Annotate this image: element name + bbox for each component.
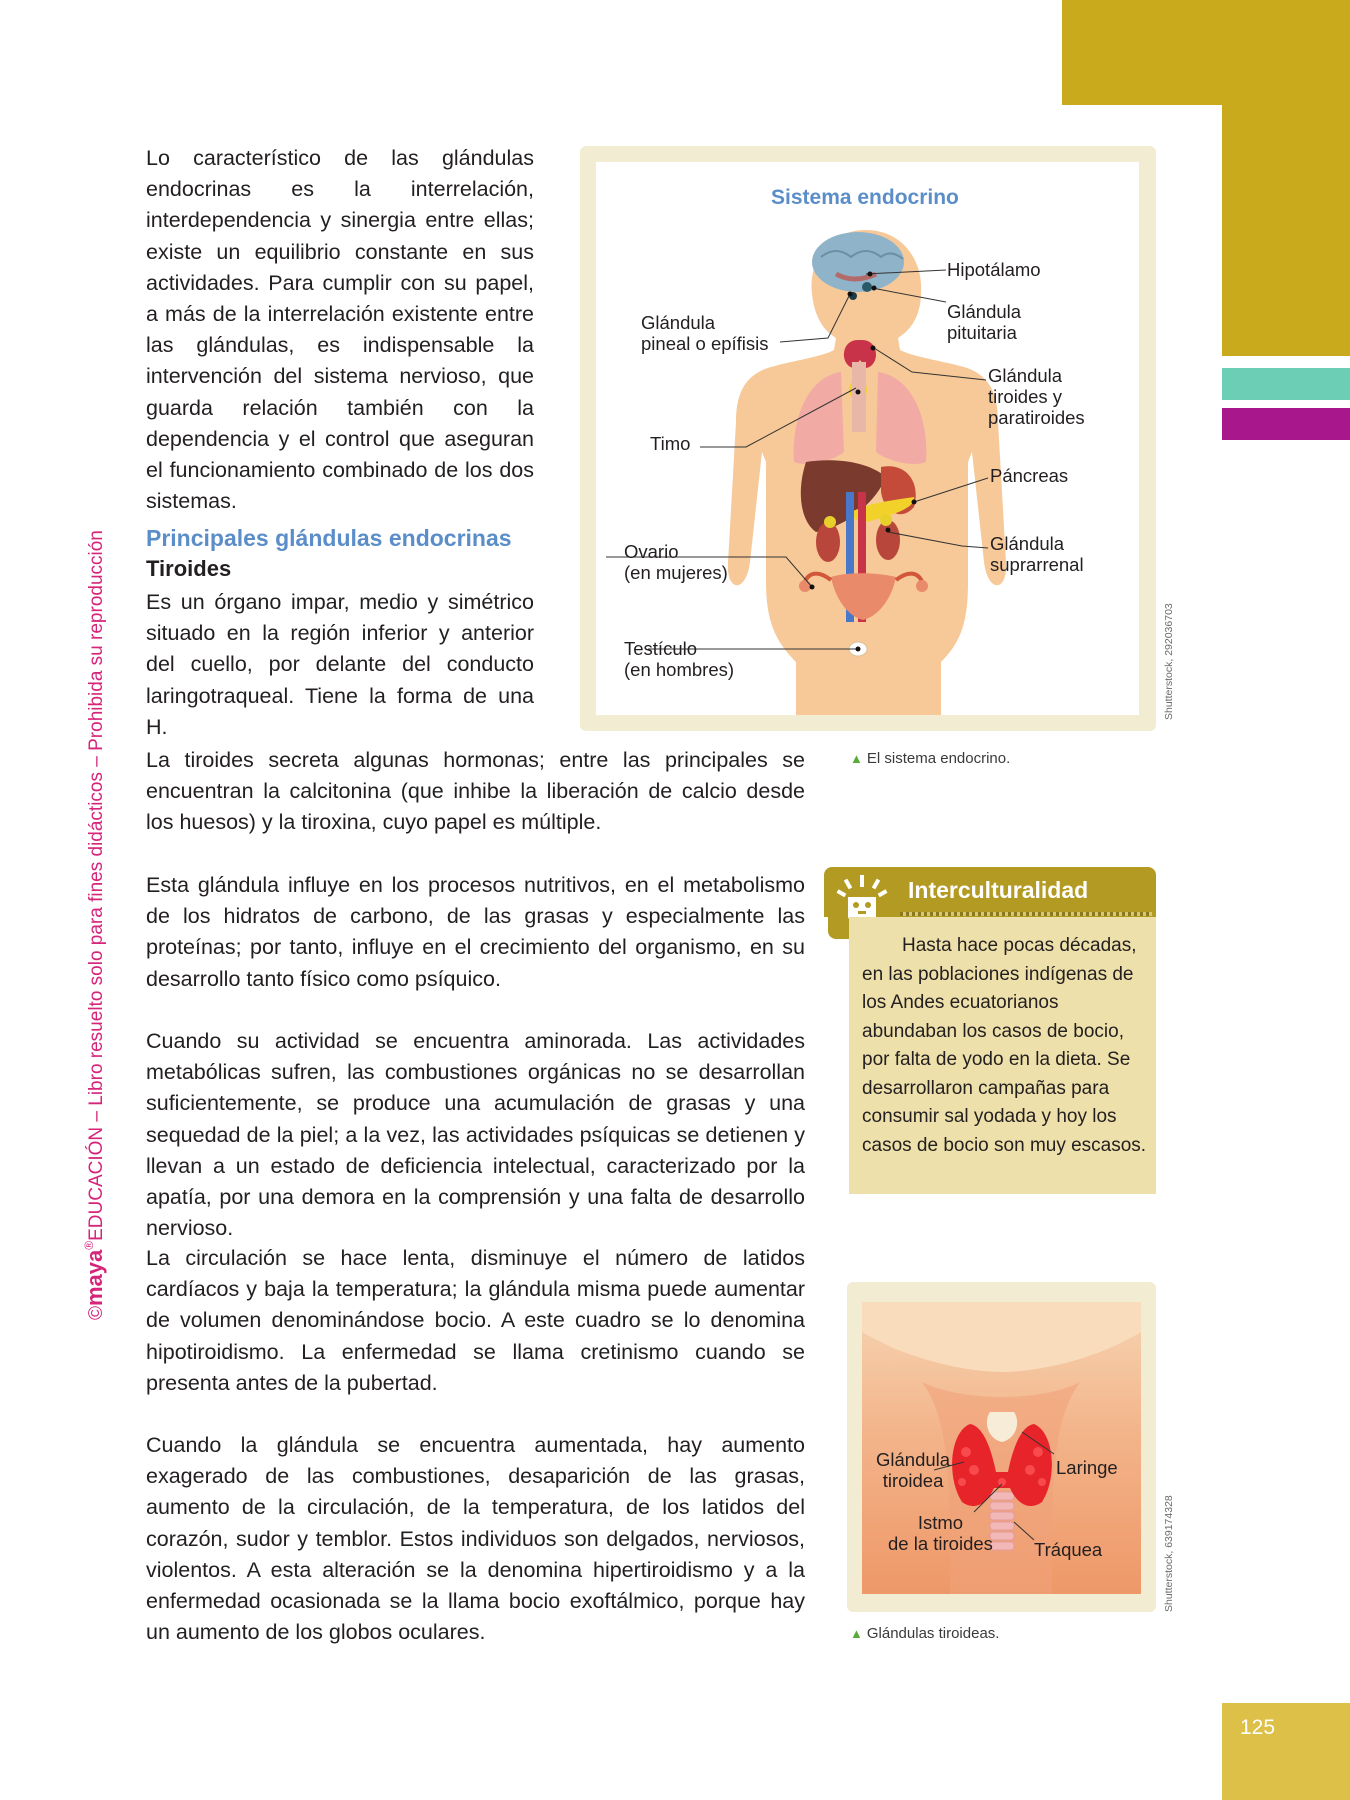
paragraph-funciones: Esta glándula influye en los procesos nutritivos, en el metabolismo de los hidratos de carbono, de las grasas y especialmente las proteínas; por tanto, influye en el crecimiento del organismo, en su desarrollo tanto físico como psíquico. bbox=[146, 873, 805, 991]
figure1-credit: Shutterstock, 292036703 bbox=[1163, 603, 1175, 720]
paragraph-hipertiroidismo: Cuando la glándula se encuentra aumentada, hay aumento exagerado de las combustiones, desaparición de las grasas, aumento de la circulación, de la temperatura, de los latidos del corazón, sudor y temblor. Estos individuos son delgados, nerviosos, violentos. A esta alteración se la denomina hipertiroidismo y a la enfermedad ocasionada se la llama bocio exoftálmico, porque hay un aumento de los globos oculares. bbox=[146, 1433, 805, 1645]
subheading-tiroides: Tiroides bbox=[146, 556, 232, 581]
label-hipotalamo: Hipotálamo bbox=[947, 259, 1041, 280]
label-ovario: Ovario (en mujeres) bbox=[624, 541, 728, 583]
label-tiroides-paratiroides: Glándula tiroides y paratiroides bbox=[988, 365, 1085, 428]
label-timo: Timo bbox=[650, 433, 691, 454]
copyright-sidebar bbox=[82, 420, 108, 1320]
section-heading: Principales glándulas endocrinas bbox=[146, 525, 512, 551]
page-number: 125 bbox=[1240, 1716, 1276, 1739]
tiroides-paragraph: Es un órgano impar, medio y simétrico situado en la región inferior y anterior del cuello, por delante del conducto laringotraqueal. Tiene la forma de una H. bbox=[146, 590, 534, 739]
copyright-text: EDUCACIÓN – Libro resuelto solo para fines didácticos – Prohibida su reproducción bbox=[86, 530, 107, 1241]
label-traquea: Tráquea bbox=[1034, 1539, 1103, 1560]
label-pineal: Glándula pineal o epífisis bbox=[641, 312, 769, 354]
label-glandula-tiroidea: Glándula tiroidea bbox=[876, 1449, 951, 1491]
figure1-caption bbox=[850, 750, 1010, 767]
color-strip-magenta bbox=[1222, 408, 1350, 440]
caption-triangle-icon: ▲ bbox=[850, 1626, 863, 1641]
intro-paragraph: Lo característico de las glándulas endocrinas es la interrelación, interdependencia y sinergia entre ellas; existe un equilibrio constante en sus actividades. Para cumplir con su papel, a más de la interrelación existente entre las glándulas, es indispensable la intervención del sistema nervioso, que guarda relación también con la dependencia y el control que aseguran el funcionamiento combinado de los dos sistemas. bbox=[146, 146, 534, 514]
label-suprarrenal: Glándula suprarrenal bbox=[990, 533, 1084, 575]
label-laringe: Laringe bbox=[1056, 1457, 1118, 1478]
color-strip-teal bbox=[1222, 368, 1350, 400]
label-pancreas: Páncreas bbox=[990, 465, 1069, 486]
corner-block-olive-top bbox=[1062, 0, 1350, 105]
info-box-text: Hasta hace pocas décadas, en las poblaciones indígenas de los Andes ecuatorianos abundaban los casos de bocio, por falta de yodo en la dieta. Se desarrollaron campañas para consumir sal yodada y hoy los casos de bocio son muy escasos. bbox=[862, 935, 1147, 1156]
brain-shape bbox=[812, 232, 904, 292]
figure1-caption-text: El sistema endocrino. bbox=[866, 750, 1011, 767]
figure2-caption-text: Glándulas tiroideas. bbox=[866, 1625, 1000, 1642]
info-box-hatch-line bbox=[900, 912, 1152, 916]
label-testiculo: Testículo (en hombres) bbox=[624, 638, 735, 680]
corner-block-olive-side bbox=[1222, 105, 1350, 356]
registered-symbol: ® bbox=[82, 1240, 96, 1250]
label-pituitaria: Glándula pituitaria bbox=[947, 301, 1022, 343]
caption-triangle-icon: ▲ bbox=[850, 751, 863, 766]
endocrine-diagram-title: Sistema endocrino bbox=[771, 186, 959, 209]
paragraph-hipotiroidismo: La circulación se hace lenta, disminuye el número de latidos cardíacos y baja la temperatura; la glándula misma puede aumentar de volumen denominándose bocio. A este cuadro se lo denomina hipotiroidismo. La enfermedad se llama cretinismo cuando se presenta antes de la pubertad. bbox=[146, 1246, 805, 1395]
figure2-caption bbox=[850, 1625, 999, 1642]
copyright-symbol: © bbox=[86, 1306, 107, 1320]
paragraph-hormonas: La tiroides secreta algunas hormonas; entre las principales se encuentran la calcitonina (que inhibe la liberación de calcio desde los huesos) y la tiroxina, cuyo papel es múltiple. bbox=[146, 748, 805, 835]
label-istmo: Istmo de la tiroides bbox=[888, 1512, 993, 1554]
info-box-title: Interculturalidad bbox=[908, 877, 1089, 903]
figure2-credit: Shutterstock, 639174328 bbox=[1163, 1495, 1175, 1612]
brand-maya: maya bbox=[82, 1249, 107, 1306]
paragraph-aminorada: Cuando su actividad se encuentra aminorada. Las actividades metabólicas sufren, las combustiones orgánicas no se desarrollan suficientemente, se produce una acumulación de grasas y una sequedad de la piel; a la vez, las actividades psíquicas se detienen y llevan a un estado de deficiencia intelectual, caracterizado por la apatía, por una demora en la comprensión y una falta de desarrollo nervioso. bbox=[146, 1029, 805, 1241]
